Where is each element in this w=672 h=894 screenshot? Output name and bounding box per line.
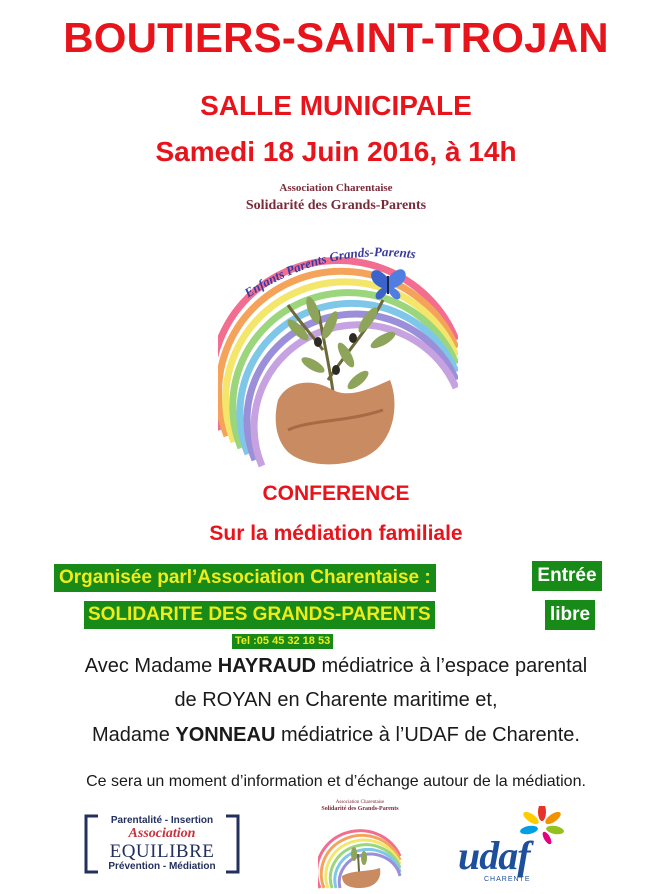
conference-heading: CONFERENCE	[262, 482, 410, 505]
equilibre-association-label: Association	[128, 826, 196, 841]
logo-arc-text: Enfants Parents Grands-Parents	[241, 244, 417, 301]
speaker-line-3-prefix: Madame	[92, 724, 176, 746]
entry-free-label-line2: libre	[545, 600, 595, 630]
equilibre-logo	[84, 814, 240, 874]
association-name: Solidarité des Grands-Parents	[245, 198, 427, 213]
venue-name: SALLE MUNICIPALE	[200, 90, 472, 121]
equilibre-tagline-top: Parentalité - Insertion	[110, 815, 214, 826]
small-rainbow-icon	[318, 814, 402, 890]
speaker-line-1-prefix: Avec Madame	[84, 655, 218, 677]
entry-free-label-line1: Entrée	[532, 561, 602, 591]
conference-subject: Sur la médiation familiale	[209, 522, 463, 545]
event-date: Samedi 18 Juin 2016, à 14h	[155, 136, 517, 167]
event-town-title: BOUTIERS-SAINT-TROJAN	[63, 14, 609, 61]
speaker-line-2: de ROYAN en Charente maritime et,	[174, 689, 498, 711]
udaf-name: udaf	[458, 833, 530, 878]
speaker-name-hayraud: HAYRAUD	[217, 655, 316, 677]
small-logo-line1: Association Charentaise	[335, 800, 385, 805]
udaf-logo	[450, 806, 590, 886]
speaker-line-1-suffix: médiatrice à l’espace parental	[315, 655, 588, 677]
small-association-logo	[318, 800, 402, 890]
equilibre-name: EQUILIBRE	[109, 841, 215, 862]
association-label: Association Charentaise	[279, 182, 393, 194]
speaker-line-3	[0, 724, 672, 747]
rainbow-hand-illustration	[218, 230, 458, 470]
speaker-line-3-suffix: médiatrice à l’UDAF de Charente.	[275, 724, 580, 746]
grandparents-logo	[218, 230, 458, 470]
udaf-subtitle: CHARENTE	[484, 876, 531, 883]
equilibre-tagline-bottom: Prévention - Médiation	[108, 861, 216, 872]
speaker-name-yonneau: YONNEAU	[175, 724, 276, 746]
organiser-banner: Organisée parl’Association Charentaise :	[54, 564, 436, 592]
footer-note: Ce sera un moment d’information et d’échange autour de la médiation.	[86, 773, 586, 790]
speaker-line-1	[0, 655, 672, 678]
phone-number: Tel :05 45 32 18 53	[232, 634, 333, 649]
organisation-name-banner: SOLIDARITE DES GRANDS-PARENTS	[84, 601, 435, 629]
small-logo-line2: Solidarité des Grands-Parents	[321, 806, 399, 812]
